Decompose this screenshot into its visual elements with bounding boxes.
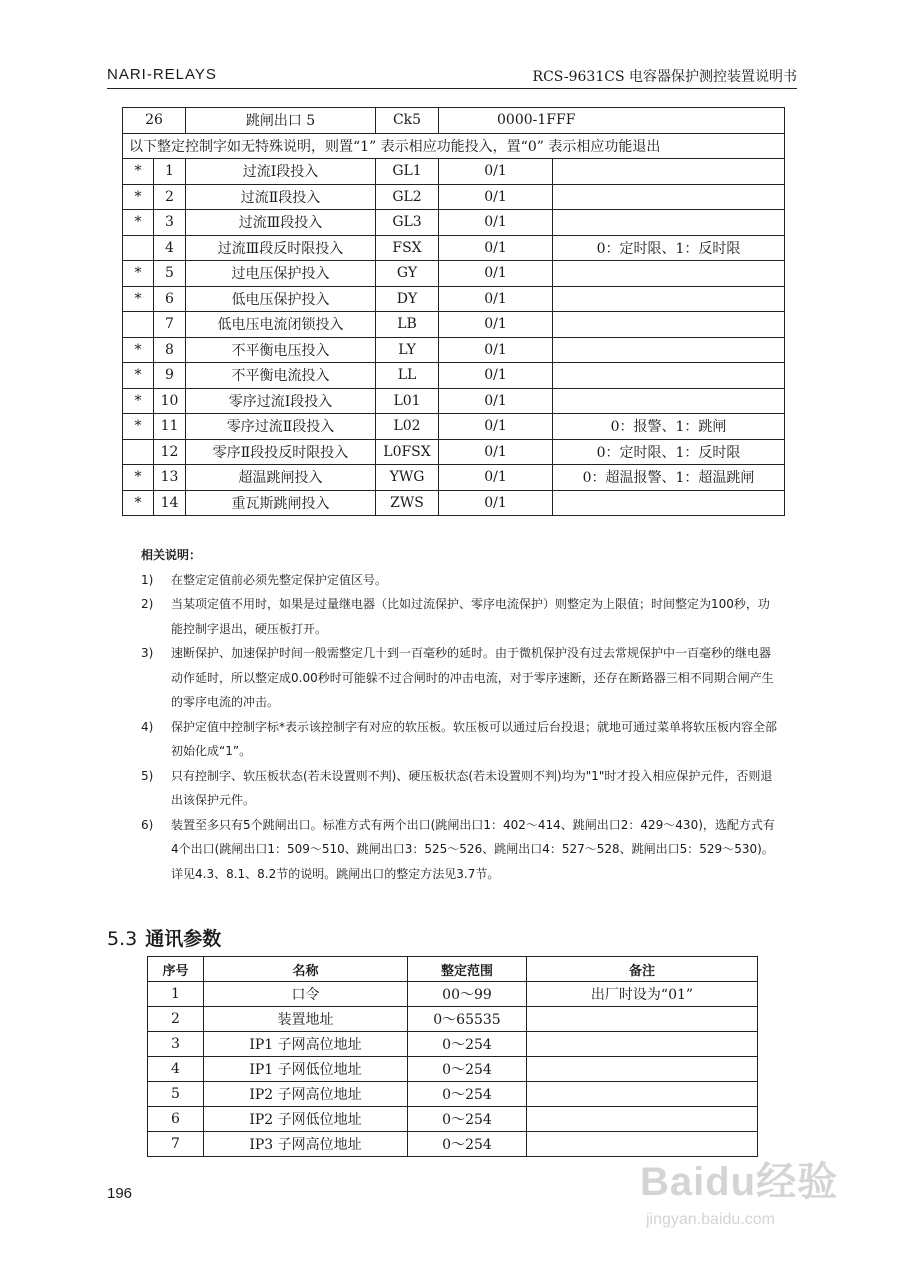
row-number: 11 xyxy=(154,414,186,440)
row-name: 低电压电流闭锁投入 xyxy=(186,312,376,338)
row-number: 14 xyxy=(154,490,186,516)
row-name: 跳闸出口 5 xyxy=(186,108,376,134)
table-row xyxy=(148,1107,758,1132)
baidu-watermark xyxy=(640,1150,870,1245)
header-remark: 备注 xyxy=(527,957,758,982)
row-name: 零序Ⅱ段投反时限投入 xyxy=(186,439,376,465)
table-row xyxy=(123,261,785,287)
note-text: 当某项定值不用时，如果是过量继电器（比如过流保护、零序电流保护）则整定为上限值；时间整定为100秒，功能控制字退出，硬压板打开。 xyxy=(171,597,770,636)
row-range: 0/1 xyxy=(439,490,553,516)
table-row xyxy=(123,286,785,312)
row-name: IP1 子网高位地址 xyxy=(204,1032,408,1057)
row-range: 0000-1FFF xyxy=(439,108,785,134)
header-document-title: RCS-9631CS 电容器保护测控装置说明书 xyxy=(532,69,797,85)
settings-control-word-table xyxy=(122,107,785,516)
row-code: DY xyxy=(376,286,439,312)
row-remark xyxy=(553,286,785,312)
row-code: GY xyxy=(376,261,439,287)
row-range: 0/1 xyxy=(439,286,553,312)
row-range: 0/1 xyxy=(439,439,553,465)
soft-plate-star: * xyxy=(123,490,154,516)
row-range: 0～65535 xyxy=(408,1007,527,1032)
row-range: 0/1 xyxy=(439,312,553,338)
row-code: ZWS xyxy=(376,490,439,516)
soft-plate-star: * xyxy=(123,159,154,185)
table-note-row xyxy=(123,133,785,159)
row-name: IP3 子网高位地址 xyxy=(204,1132,408,1157)
note-item xyxy=(141,813,781,887)
notes-title: 相关说明： xyxy=(141,548,202,562)
table-row xyxy=(123,312,785,338)
row-name: 装置地址 xyxy=(204,1007,408,1032)
row-number: 7 xyxy=(154,312,186,338)
row-number: 4 xyxy=(148,1057,204,1082)
table-row xyxy=(123,490,785,516)
note-item xyxy=(141,715,781,764)
row-code: GL3 xyxy=(376,210,439,236)
table-row xyxy=(123,414,785,440)
row-remark xyxy=(527,1032,758,1057)
note-number: 4) xyxy=(141,719,154,734)
soft-plate-star: * xyxy=(123,184,154,210)
row-name: 零序过流Ⅱ段投入 xyxy=(186,414,376,440)
table-row xyxy=(123,235,785,261)
note-item xyxy=(141,764,781,813)
table-row xyxy=(148,1007,758,1032)
row-range: 0/1 xyxy=(439,414,553,440)
table-row xyxy=(123,439,785,465)
row-number: 3 xyxy=(154,210,186,236)
row-name: 过流Ⅰ段投入 xyxy=(186,159,376,185)
row-range: 0/1 xyxy=(439,337,553,363)
table-row xyxy=(123,159,785,185)
row-remark xyxy=(553,490,785,516)
table-row xyxy=(123,388,785,414)
table-row xyxy=(123,210,785,236)
soft-plate-star: * xyxy=(123,286,154,312)
table-header-row xyxy=(148,957,758,982)
page-number: 196 xyxy=(107,1185,133,1202)
table-row xyxy=(123,184,785,210)
row-number: 12 xyxy=(154,439,186,465)
table-row xyxy=(123,465,785,491)
note-number: 2) xyxy=(141,597,154,611)
row-name: 口令 xyxy=(204,982,408,1007)
table-row xyxy=(123,337,785,363)
row-range: 0/1 xyxy=(439,465,553,491)
row-range: 0/1 xyxy=(439,363,553,389)
section-title: 通讯参数 xyxy=(145,928,222,950)
note-number: 3) xyxy=(141,646,154,660)
soft-plate-star: * xyxy=(123,388,154,414)
row-name: 不平衡电压投入 xyxy=(186,337,376,363)
row-remark xyxy=(553,388,785,414)
row-name: 不平衡电流投入 xyxy=(186,363,376,389)
table-row xyxy=(148,982,758,1007)
row-name: IP1 子网低位地址 xyxy=(204,1057,408,1082)
note-item xyxy=(141,568,781,593)
row-range: 0～254 xyxy=(408,1057,527,1082)
section-number: 5.3 xyxy=(107,928,138,950)
row-code: Ck5 xyxy=(376,108,439,134)
row-number: 9 xyxy=(154,363,186,389)
row-number: 1 xyxy=(154,159,186,185)
row-remark xyxy=(553,159,785,185)
communication-parameters-table xyxy=(147,956,758,1157)
row-code: FSX xyxy=(376,235,439,261)
row-remark: 0：超温报警、1：超温跳闸 xyxy=(553,465,785,491)
row-code: L01 xyxy=(376,388,439,414)
row-name: 过流Ⅲ段投入 xyxy=(186,210,376,236)
row-code: LY xyxy=(376,337,439,363)
soft-plate-star xyxy=(123,312,154,338)
soft-plate-star: * xyxy=(123,337,154,363)
note-item xyxy=(141,641,781,715)
row-code: YWG xyxy=(376,465,439,491)
row-name: IP2 子网低位地址 xyxy=(204,1107,408,1132)
row-remark xyxy=(527,1007,758,1032)
row-number: 5 xyxy=(154,261,186,287)
watermark-url: jingyan.baidu.com xyxy=(646,1211,775,1228)
note-text: 速断保护、加速保护时间一般需整定几十到一百毫秒的延时。由于微机保护没有过去常规保护中一百毫秒的继电器动作延时，所以整定成0.00秒时可能躲不过合闸时的冲击电流，对于零序速断，还存在断路器三相不同期合闸产生的零序电流的冲击。 xyxy=(171,646,774,709)
header-name: 名称 xyxy=(204,957,408,982)
table-row xyxy=(148,1082,758,1107)
table-row xyxy=(148,1057,758,1082)
row-range: 0～254 xyxy=(408,1082,527,1107)
soft-plate-star xyxy=(123,235,154,261)
row-number: 1 xyxy=(148,982,204,1007)
soft-plate-star: * xyxy=(123,414,154,440)
header-brand: NARI-RELAYS xyxy=(107,66,217,83)
row-remark xyxy=(553,261,785,287)
watermark-logo: Baidu经验 xyxy=(640,1160,839,1204)
row-number: 10 xyxy=(154,388,186,414)
note-number: 6) xyxy=(141,817,154,832)
row-name: 过电压保护投入 xyxy=(186,261,376,287)
row-remark xyxy=(553,363,785,389)
row-number: 13 xyxy=(154,465,186,491)
row-number: 7 xyxy=(148,1132,204,1157)
row-range: 0～254 xyxy=(408,1107,527,1132)
header-range: 整定范围 xyxy=(408,957,527,982)
row-remark xyxy=(527,1057,758,1082)
row-range: 0/1 xyxy=(439,261,553,287)
row-remark xyxy=(553,184,785,210)
row-code: L0FSX xyxy=(376,439,439,465)
table-row xyxy=(123,108,785,134)
row-number: 8 xyxy=(154,337,186,363)
row-number: 6 xyxy=(154,286,186,312)
note-number: 1) xyxy=(141,572,154,587)
row-name: 重瓦斯跳闸投入 xyxy=(186,490,376,516)
note-number: 5) xyxy=(141,768,154,783)
row-code: LL xyxy=(376,363,439,389)
row-number: 4 xyxy=(154,235,186,261)
row-name: 过流Ⅲ段反时限投入 xyxy=(186,235,376,261)
header-divider xyxy=(107,88,797,89)
section-heading xyxy=(107,924,221,951)
table-row xyxy=(123,363,785,389)
note-text: 装置至多只有5个跳闸出口。标准方式有两个出口(跳闸出口1：402～414、跳闸出口2：429～430)，选配方式有4个出口(跳闸出口1：509～510、跳闸出口3：525～526、跳闸出口4：527～528、跳闸出口5：529～530)。详见4.3、8.1、8.2节的说明。跳闸出口的整定方法见3.7节。 xyxy=(171,817,775,881)
soft-plate-star: * xyxy=(123,465,154,491)
row-remark: 0：定时限、1：反时限 xyxy=(553,235,785,261)
soft-plate-star: * xyxy=(123,210,154,236)
related-notes xyxy=(141,543,781,886)
row-remark: 0：报警、1：跳闸 xyxy=(553,414,785,440)
row-number: 5 xyxy=(148,1082,204,1107)
row-code: LB xyxy=(376,312,439,338)
row-range: 0/1 xyxy=(439,210,553,236)
note-text: 保护定值中控制字标*表示该控制字有对应的软压板。软压板可以通过后台投退；就地可通过菜单将软压板内容全部初始化成“1”。 xyxy=(171,719,778,758)
row-range: 0/1 xyxy=(439,388,553,414)
row-number: 6 xyxy=(148,1107,204,1132)
row-range: 0/1 xyxy=(439,235,553,261)
row-number: 3 xyxy=(148,1032,204,1057)
row-name: 超温跳闸投入 xyxy=(186,465,376,491)
row-remark xyxy=(527,1107,758,1132)
row-number: 2 xyxy=(148,1007,204,1032)
row-range: 00～99 xyxy=(408,982,527,1007)
control-word-note: 以下整定控制字如无特殊说明，则置“1” 表示相应功能投入，置“0” 表示相应功能退出 xyxy=(123,133,785,159)
row-code: L02 xyxy=(376,414,439,440)
table-row xyxy=(148,1032,758,1057)
header-seq: 序号 xyxy=(148,957,204,982)
row-remark xyxy=(553,312,785,338)
row-remark xyxy=(553,337,785,363)
row-range: 0～254 xyxy=(408,1032,527,1057)
row-remark: 0：定时限、1：反时限 xyxy=(553,439,785,465)
row-range: 0～254 xyxy=(408,1132,527,1157)
row-number: 2 xyxy=(154,184,186,210)
note-text: 在整定定值前必须先整定保护定值区号。 xyxy=(171,572,388,587)
soft-plate-star xyxy=(123,439,154,465)
row-range: 0/1 xyxy=(439,184,553,210)
note-text: 只有控制字、软压板状态(若未设置则不判)、硬压板状态(若未设置则不判)均为"1"时才投入相应保护元件，否则退出该保护元件。 xyxy=(171,768,773,807)
row-number: 26 xyxy=(123,108,186,134)
note-item xyxy=(141,592,781,641)
row-name: IP2 子网高位地址 xyxy=(204,1082,408,1107)
row-remark xyxy=(527,1082,758,1107)
row-name: 零序过流Ⅰ段投入 xyxy=(186,388,376,414)
row-remark xyxy=(553,210,785,236)
soft-plate-star: * xyxy=(123,363,154,389)
soft-plate-star: * xyxy=(123,261,154,287)
row-code: GL2 xyxy=(376,184,439,210)
row-name: 过流Ⅱ段投入 xyxy=(186,184,376,210)
row-range: 0/1 xyxy=(439,159,553,185)
row-remark: 出厂时设为“01” xyxy=(527,982,758,1007)
row-code: GL1 xyxy=(376,159,439,185)
row-name: 低电压保护投入 xyxy=(186,286,376,312)
